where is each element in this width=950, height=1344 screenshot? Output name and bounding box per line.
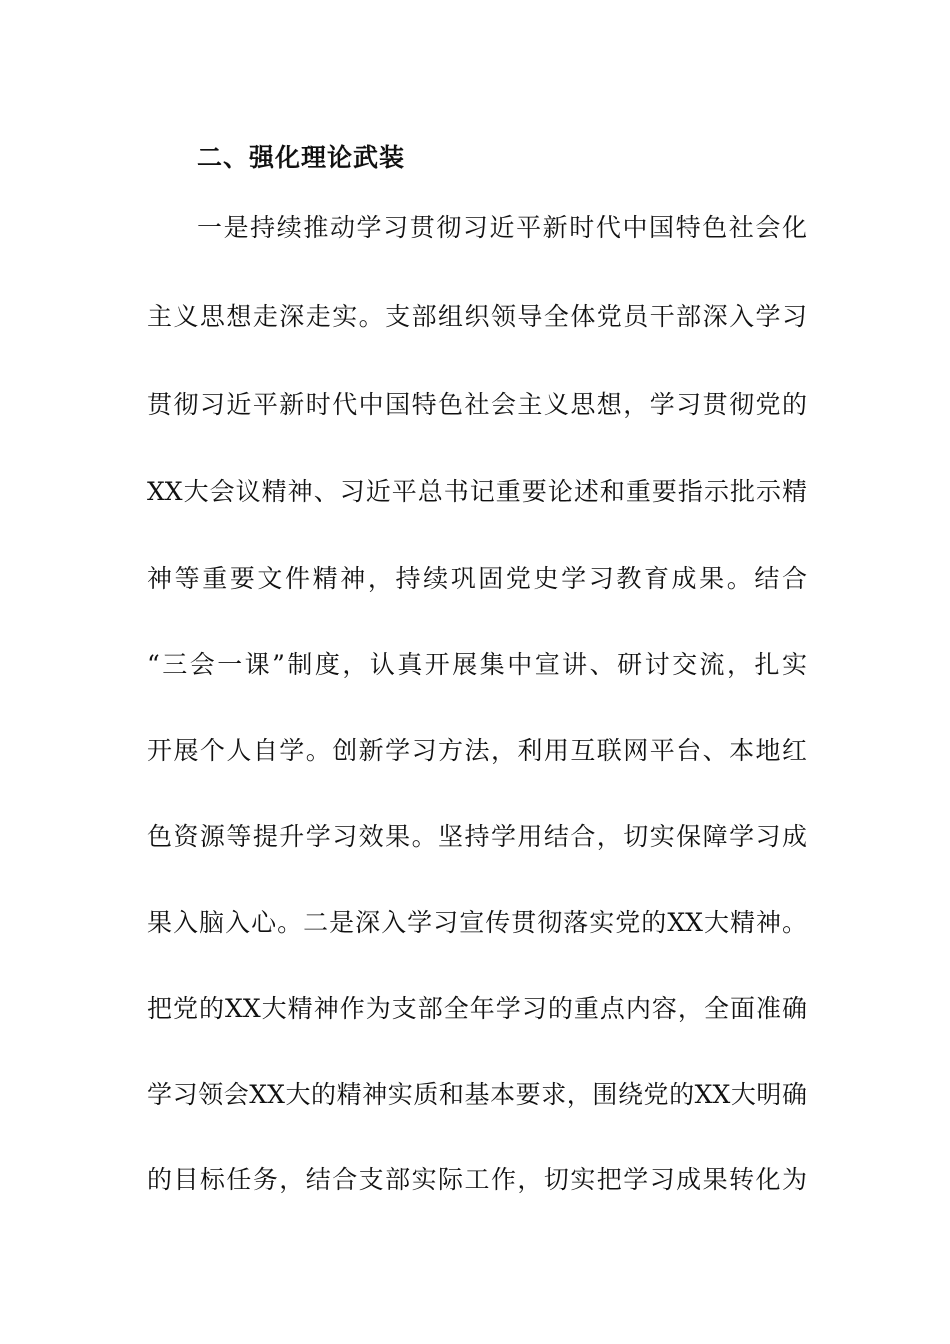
paragraph-line: 果入脑入心。二是深入学习宣传贯彻落实党的XX大精神。: [147, 908, 807, 937]
paragraph-line: 贯彻习近平新时代中国特色社会主义思想，学习贯彻党的: [147, 390, 807, 419]
paragraph-line: 把党的XX大精神作为支部全年学习的重点内容，全面准确: [147, 994, 807, 1023]
paragraph-line: “三会一课”制度，认真开展集中宣讲、研讨交流，扎实: [147, 650, 807, 679]
paragraph-line: 主义思想走深走实。支部组织领导全体党员干部深入学习: [147, 302, 807, 331]
paragraph-line: 的目标任务，结合支部实际工作，切实把学习成果转化为: [147, 1165, 807, 1194]
section-heading: 二、强化理论武装: [197, 143, 406, 172]
paragraph-line: 色资源等提升学习效果。坚持学用结合，切实保障学习成: [147, 822, 807, 851]
paragraph-line: 学习领会XX大的精神实质和基本要求，围绕党的XX大明确: [147, 1080, 807, 1109]
paragraph-line: 神等重要文件精神，持续巩固党史学习教育成果。结合: [147, 564, 807, 593]
paragraph-line: XX大会议精神、习近平总书记重要论述和重要指示批示精: [147, 477, 807, 506]
paragraph-line: 开展个人自学。创新学习方法，利用互联网平台、本地红: [147, 736, 807, 765]
paragraph-line: 一是持续推动学习贯彻习近平新时代中国特色社会化: [197, 213, 807, 242]
